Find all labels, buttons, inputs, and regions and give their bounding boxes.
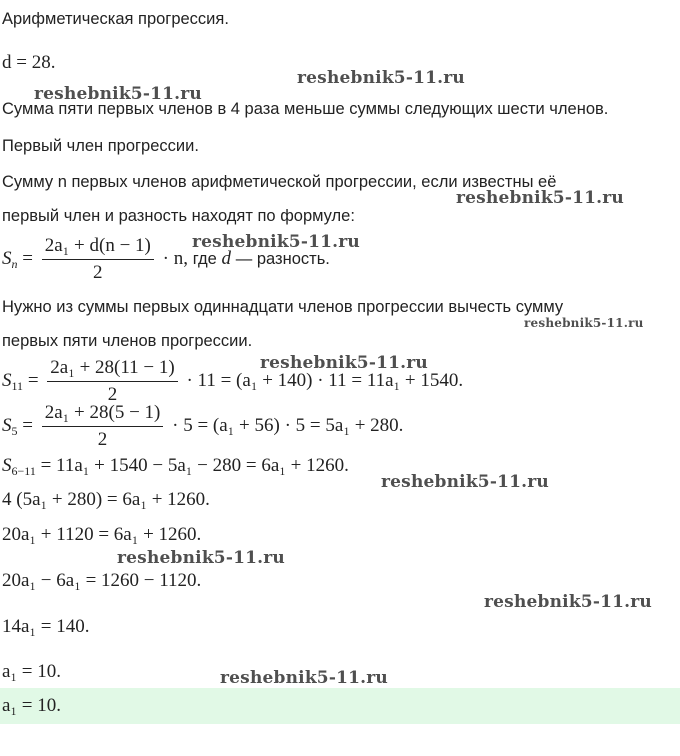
text-formula-line-2: первый член и разность находят по формуле:: [2, 207, 355, 225]
watermark: reshebnik5-11.ru: [381, 472, 549, 492]
formula-sn-where-rest: — разность.: [235, 249, 330, 268]
equation-3: 20a₁ − 6a₁ = 1260 − 1120.: [2, 570, 202, 591]
formula-sn-where-var: d: [221, 247, 232, 269]
watermark: reshebnik5-11.ru: [34, 84, 202, 104]
formula-s5-tail: · 5 = (a₁ + 56) · 5 = 5a₁ + 280.: [172, 414, 404, 436]
watermark: reshebnik5-11.ru: [524, 316, 644, 330]
answer-box: [0, 688, 680, 724]
watermark: reshebnik5-11.ru: [484, 592, 652, 612]
watermark: reshebnik5-11.ru: [260, 353, 428, 373]
formula-sn-where: где: [192, 249, 217, 268]
formula-s5-fraction: $\frac{\text{2a₁ + 28(5 − 1)}}{2}$: [42, 403, 164, 450]
formula-sn-tail: · n,: [162, 247, 188, 269]
formula-sn-fraction: [42, 236, 154, 283]
equation-4: 14a₁ = 140.: [2, 616, 90, 637]
formula-sn-numerator: 2a₁ + d(n − 1): [42, 236, 154, 260]
d-value: d = 28.: [2, 52, 56, 73]
formula-sn-denominator: 2: [93, 262, 103, 283]
formula-s11: $S_{11}$ = $\frac{\text{2a₁ + 28(11 − 1)}}{2}$ · 11 = (a₁ + 140) · 11 = 11a₁ + 1540.: [2, 357, 464, 405]
formula-s11-tail: · 11 = (a₁ + 140) · 11 = 11a₁ + 1540.: [186, 369, 464, 391]
watermark: reshebnik5-11.ru: [297, 68, 465, 88]
text-formula-line-1: Сумму n первых членов арифметической прогрессии, если известны её: [2, 173, 557, 191]
watermark: reshebnik5-11.ru: [117, 548, 285, 568]
formula-sn: $S_n$ = $\frac{\text{2a₁ + d(n − 1)}}{2}$ · n, где d — разность.: [2, 235, 330, 283]
heading: Арифметическая прогрессия.: [2, 10, 229, 28]
watermark: reshebnik5-11.ru: [220, 668, 388, 688]
text-subtract-line-1: Нужно из суммы первых одиннадцати членов прогрессии вычесть сумму: [2, 298, 564, 316]
formula-s5: $S_5$ = $\frac{\text{2a₁ + 28(5 − 1)}}{2}$ · 5 = (a₁ + 56) · 5 = 5a₁ + 280.: [2, 402, 404, 450]
formula-s6-11: $S_{6-11} = 11a_1 + 1540 - 5a_1 - 280 = 6a_1 + 1260$.: [2, 455, 349, 478]
equation-1: 4 (5a₁ + 280) = 6a₁ + 1260.: [2, 489, 210, 510]
text-ratio: Сумма пяти первых членов в 4 раза меньше суммы следующих шести членов.: [2, 100, 609, 118]
equation-2: 20a₁ + 1120 = 6a₁ + 1260.: [2, 524, 202, 545]
watermark: reshebnik5-11.ru: [192, 232, 360, 252]
equation-5: a₁ = 10.: [2, 661, 62, 682]
text-first-term: Первый член прогрессии.: [2, 137, 199, 155]
text-subtract-line-2: первых пяти членов прогрессии.: [2, 332, 253, 350]
formula-sn-lhs: $S_n$: [2, 247, 18, 271]
answer-text: a₁ = 10.: [2, 695, 62, 716]
formula-s11-fraction: $\frac{\text{2a₁ + 28(11 − 1)}}{2}$: [47, 358, 177, 405]
watermark: reshebnik5-11.ru: [456, 188, 624, 208]
